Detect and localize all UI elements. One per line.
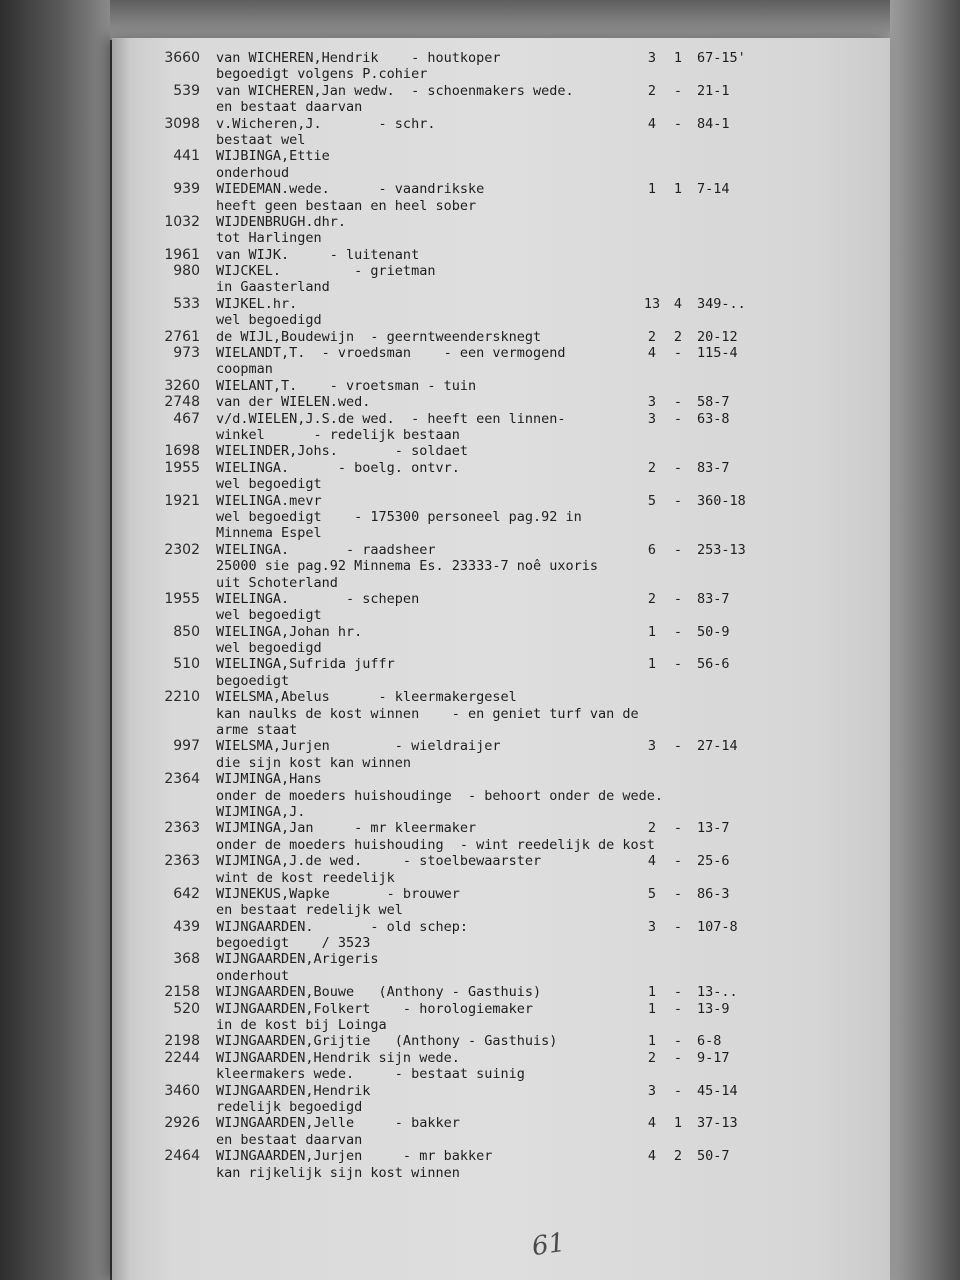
entry-c3: 27-14 bbox=[697, 738, 738, 755]
entry-number: 973 bbox=[173, 345, 200, 362]
ledger-entry bbox=[112, 378, 890, 394]
entry-line bbox=[112, 99, 890, 115]
entry-remark: kleermakers wede. - bestaat suinig bbox=[216, 1066, 525, 1083]
entry-line bbox=[112, 1115, 890, 1131]
entry-c3: 13-9 bbox=[697, 1000, 730, 1017]
entry-line bbox=[112, 263, 890, 279]
ledger-entry bbox=[112, 443, 890, 459]
entry-line bbox=[112, 1001, 890, 1017]
entry-line bbox=[112, 542, 890, 558]
entry-name: WIJKEL.hr. bbox=[216, 295, 298, 312]
entry-line bbox=[112, 329, 890, 345]
entry-c3: 107-8 bbox=[697, 918, 738, 935]
entry-c2: 4 bbox=[673, 295, 683, 312]
entry-line bbox=[112, 558, 890, 574]
entry-c2: - bbox=[673, 541, 683, 558]
entry-line bbox=[112, 738, 890, 754]
ledger-entry bbox=[112, 1083, 890, 1116]
entry-number: 3660 bbox=[164, 50, 200, 66]
entry-c2: - bbox=[673, 1000, 683, 1017]
entry-remark: kan naulks de kost winnen - en geniet turf van de bbox=[216, 705, 639, 722]
entry-line bbox=[112, 1148, 890, 1164]
entry-c3: 25-6 bbox=[697, 853, 730, 870]
entry-c2: - bbox=[673, 738, 683, 755]
entry-c1: 4 bbox=[647, 115, 657, 132]
entry-line bbox=[112, 820, 890, 836]
entry-number: 441 bbox=[173, 148, 200, 165]
entry-c2: - bbox=[673, 82, 683, 99]
entry-line bbox=[112, 132, 890, 148]
entry-number: 1961 bbox=[164, 246, 200, 263]
entry-name: WIELINGA. - boelg. ontvr. bbox=[216, 459, 460, 476]
entry-number: 2926 bbox=[164, 1115, 200, 1132]
entry-number: 1955 bbox=[164, 459, 200, 476]
entry-number: 2302 bbox=[164, 541, 200, 558]
entry-c2: 1 bbox=[673, 181, 683, 198]
entry-remark: begoedigt volgens P.cohier bbox=[216, 66, 428, 83]
entry-number: 467 bbox=[173, 410, 200, 427]
entry-name: WIJNGAARDEN,Arigeris bbox=[216, 951, 379, 968]
entry-name: WIJNGAARDEN. - old schep: bbox=[216, 918, 468, 935]
ledger-entry bbox=[112, 820, 890, 853]
ledger-entry bbox=[112, 411, 890, 444]
entry-c2: - bbox=[673, 918, 683, 935]
entry-name: WIJMINGA,J.de wed. - stoelbewaarster bbox=[216, 853, 542, 870]
entry-number: 939 bbox=[173, 181, 200, 198]
entry-c1: 4 bbox=[647, 1115, 657, 1132]
entry-c3: 115-4 bbox=[697, 345, 738, 362]
entry-c3: 83-7 bbox=[697, 590, 730, 607]
entry-name: WIJDENBRUGH.dhr. bbox=[216, 213, 347, 230]
entry-c2: - bbox=[673, 623, 683, 640]
entry-number: 2761 bbox=[164, 328, 200, 345]
entry-line bbox=[112, 214, 890, 230]
entry-c1: 1 bbox=[647, 1000, 657, 1017]
entry-remark: kan rijkelijk sijn kost winnen bbox=[216, 1164, 460, 1181]
entry-remark: Minnema Espel bbox=[216, 525, 322, 542]
entry-line bbox=[112, 1165, 890, 1181]
entry-name: WIEDEMAN.wede. - vaandrikske bbox=[216, 181, 485, 198]
entry-line bbox=[112, 673, 890, 689]
entry-c1: 3 bbox=[647, 50, 657, 66]
background-left bbox=[0, 0, 110, 1280]
entry-c2: - bbox=[673, 984, 683, 1001]
entry-c2: - bbox=[673, 656, 683, 673]
entry-c3: 9-17 bbox=[697, 1049, 730, 1066]
entry-line bbox=[112, 247, 890, 263]
entry-c3: 56-6 bbox=[697, 656, 730, 673]
entry-line bbox=[112, 968, 890, 984]
entry-number: 2210 bbox=[164, 689, 200, 706]
entry-line bbox=[112, 755, 890, 771]
entry-line bbox=[112, 935, 890, 951]
ledger-entry bbox=[112, 886, 890, 919]
entry-c2: 2 bbox=[673, 1148, 683, 1165]
entry-line bbox=[112, 312, 890, 328]
entry-name: WIELINGA. - schepen bbox=[216, 590, 420, 607]
entry-line bbox=[112, 984, 890, 1000]
entry-c3: 86-3 bbox=[697, 885, 730, 902]
entry-name: WIJNGAARDEN,Jelle - bakker bbox=[216, 1115, 460, 1132]
entry-c2: - bbox=[673, 459, 683, 476]
entry-line bbox=[112, 427, 890, 443]
entry-line bbox=[112, 722, 890, 738]
entry-line bbox=[112, 804, 890, 820]
ledger-entry bbox=[112, 247, 890, 263]
ledger-entry bbox=[112, 624, 890, 657]
entry-name: WIJNEKUS,Wapke - brouwer bbox=[216, 885, 460, 902]
entry-c2: - bbox=[673, 115, 683, 132]
ledger-entry bbox=[112, 116, 890, 149]
entry-c2: - bbox=[673, 410, 683, 427]
ledger-entry bbox=[112, 263, 890, 296]
entry-remark: bestaat wel bbox=[216, 131, 306, 148]
ledger-entry bbox=[112, 591, 890, 624]
entry-c1: 4 bbox=[647, 1148, 657, 1165]
ledger-entry bbox=[112, 50, 890, 83]
entry-name: WIELSMA,Abelus - kleermakergesel bbox=[216, 689, 517, 706]
entry-name: WIJNGAARDEN,Bouwe (Anthony - Gasthuis) bbox=[216, 984, 542, 1001]
ledger-entry bbox=[112, 656, 890, 689]
entry-c2: - bbox=[673, 820, 683, 837]
ledger-entry bbox=[112, 394, 890, 410]
ledger-entry bbox=[112, 181, 890, 214]
entry-number: 510 bbox=[173, 656, 200, 673]
ledger-entry bbox=[112, 738, 890, 771]
entry-line bbox=[112, 165, 890, 181]
entry-c1: 2 bbox=[647, 459, 657, 476]
entry-remark: in Gaasterland bbox=[216, 279, 330, 296]
entry-c3: 45-14 bbox=[697, 1082, 738, 1099]
entry-remark: tot Harlingen bbox=[216, 230, 322, 247]
entry-c1: 2 bbox=[647, 82, 657, 99]
entry-number: 2364 bbox=[164, 771, 200, 788]
entry-c3: 349-.. bbox=[697, 295, 746, 312]
entry-c2: - bbox=[673, 492, 683, 509]
entry-line bbox=[112, 83, 890, 99]
entry-c3: 21-1 bbox=[697, 82, 730, 99]
ledger-entry bbox=[112, 1033, 890, 1049]
entry-number: 2244 bbox=[164, 1049, 200, 1066]
entry-remark: winkel - redelijk bestaan bbox=[216, 426, 460, 443]
entry-c2: - bbox=[673, 1033, 683, 1050]
entry-c3: 360-18 bbox=[697, 492, 746, 509]
entry-number: 997 bbox=[173, 738, 200, 755]
entry-line bbox=[112, 181, 890, 197]
entry-c3: 253-13 bbox=[697, 541, 746, 558]
entry-remark: onder de moeders huishouding - wint reedelijk de kost bbox=[216, 836, 655, 853]
entry-name: WIELINGA,Sufrida juffr bbox=[216, 656, 395, 673]
entry-number: 520 bbox=[173, 1000, 200, 1017]
background-top bbox=[0, 0, 960, 40]
entry-remark: begoedigt / 3523 bbox=[216, 935, 371, 952]
entry-line bbox=[112, 50, 890, 66]
entry-line bbox=[112, 706, 890, 722]
entry-name: WIELINGA.mevr bbox=[216, 492, 322, 509]
entry-name: WIELINGA,Johan hr. bbox=[216, 623, 363, 640]
entry-number: 439 bbox=[173, 918, 200, 935]
entry-remark: heeft geen bestaan en heel sober bbox=[216, 197, 477, 214]
ledger-entry bbox=[112, 148, 890, 181]
entry-line bbox=[112, 296, 890, 312]
entry-c2: - bbox=[673, 853, 683, 870]
entry-line bbox=[112, 591, 890, 607]
entry-name: WIJNGAARDEN,Hendrik bbox=[216, 1082, 371, 1099]
ledger-entry bbox=[112, 345, 890, 378]
entry-line bbox=[112, 771, 890, 787]
entry-remark: wel begoedigt - 175300 personeel pag.92 in bbox=[216, 508, 582, 525]
entry-c2: - bbox=[673, 590, 683, 607]
entry-name: v/d.WIELEN,J.S.de wed. - heeft een linnen- bbox=[216, 410, 566, 427]
entry-line bbox=[112, 66, 890, 82]
entry-c3: 6-8 bbox=[697, 1033, 722, 1050]
entry-remark: wel begoedigt bbox=[216, 607, 322, 624]
page-number-handwritten: 61 bbox=[530, 1227, 568, 1263]
entry-c1: 4 bbox=[647, 853, 657, 870]
entry-remark: WIJMINGA,J. bbox=[216, 803, 306, 820]
ledger-entry bbox=[112, 919, 890, 952]
entry-line bbox=[112, 509, 890, 525]
entry-number: 3260 bbox=[164, 377, 200, 394]
entry-c1: 2 bbox=[647, 590, 657, 607]
entry-line bbox=[112, 230, 890, 246]
entry-line bbox=[112, 1066, 890, 1082]
ledger-entry bbox=[112, 460, 890, 493]
entry-line bbox=[112, 411, 890, 427]
background-right bbox=[890, 0, 960, 1280]
entry-c1: 5 bbox=[647, 885, 657, 902]
entry-line bbox=[112, 1033, 890, 1049]
entry-line bbox=[112, 788, 890, 804]
entry-number: 2158 bbox=[164, 984, 200, 1001]
entry-line bbox=[112, 575, 890, 591]
entry-c3: 7-14 bbox=[697, 181, 730, 198]
entry-name: WIELSMA,Jurjen - wieldraijer bbox=[216, 738, 501, 755]
entry-c2: - bbox=[673, 345, 683, 362]
entry-remark: uit Schoterland bbox=[216, 574, 338, 591]
entry-line bbox=[112, 853, 890, 869]
ledger-entry bbox=[112, 1115, 890, 1148]
entry-number: 539 bbox=[173, 82, 200, 99]
ledger-entry bbox=[112, 493, 890, 542]
entry-remark: redelijk begoedigd bbox=[216, 1099, 363, 1115]
entry-remark: onderhout bbox=[216, 967, 290, 984]
entry-remark: en bestaat daarvan bbox=[216, 99, 363, 116]
entry-name: WIJNGAARDEN,Grijtie (Anthony - Gasthuis) bbox=[216, 1033, 558, 1050]
entry-c3: 58-7 bbox=[697, 394, 730, 411]
entry-name: WIELINGA. - raadsheer bbox=[216, 541, 436, 558]
entry-c3: 37-13 bbox=[697, 1115, 738, 1132]
entry-remark: onder de moeders huishoudinge - behoort onder de wede. bbox=[216, 787, 664, 804]
entry-remark: coopman bbox=[216, 361, 273, 378]
entry-name: van der WIELEN.wed. bbox=[216, 394, 371, 411]
entry-c3: 67-15' bbox=[697, 50, 746, 66]
entry-number: 2748 bbox=[164, 394, 200, 411]
entry-line bbox=[112, 148, 890, 164]
ledger-entry bbox=[112, 542, 890, 591]
entry-line bbox=[112, 919, 890, 935]
entry-c2: - bbox=[673, 885, 683, 902]
ledger-entry bbox=[112, 951, 890, 984]
entry-line bbox=[112, 886, 890, 902]
entry-c1: 1 bbox=[647, 623, 657, 640]
entry-c2: - bbox=[673, 1082, 683, 1099]
entry-line bbox=[112, 394, 890, 410]
entry-line bbox=[112, 1099, 890, 1115]
entry-remark: wint de kost reedelijk bbox=[216, 869, 395, 886]
entry-remark: 25000 sie pag.92 Minnema Es. 23333-7 noê uxoris bbox=[216, 558, 599, 575]
entry-name: WIELANT,T. - vroetsman - tuin bbox=[216, 377, 477, 394]
entry-c1: 1 bbox=[647, 181, 657, 198]
entry-line bbox=[112, 460, 890, 476]
entry-name: WIJNGAARDEN,Jurjen - mr bakker bbox=[216, 1148, 493, 1165]
ledger-entry bbox=[112, 83, 890, 116]
entry-line bbox=[112, 1050, 890, 1066]
entry-remark: begoedigt bbox=[216, 672, 290, 689]
ledger-entry bbox=[112, 1001, 890, 1034]
entry-remark: en bestaat redelijk wel bbox=[216, 902, 403, 919]
entry-c3: 63-8 bbox=[697, 410, 730, 427]
entry-number: 642 bbox=[173, 885, 200, 902]
entry-c3: 13-7 bbox=[697, 820, 730, 837]
ledger-entry bbox=[112, 1050, 890, 1083]
entry-line bbox=[112, 1132, 890, 1148]
entry-line bbox=[112, 493, 890, 509]
entry-line bbox=[112, 116, 890, 132]
entry-name: de WIJL,Boudewijn - geerntweendersknegt bbox=[216, 328, 542, 345]
entry-number: 1921 bbox=[164, 492, 200, 509]
entry-line bbox=[112, 198, 890, 214]
entry-remark: wel begoedigd bbox=[216, 312, 322, 329]
entry-number: 980 bbox=[173, 263, 200, 280]
entry-remark: wel begoedigd bbox=[216, 640, 322, 657]
entry-c2: 1 bbox=[673, 1115, 683, 1132]
entry-line bbox=[112, 902, 890, 918]
entry-line bbox=[112, 525, 890, 541]
entry-line bbox=[112, 378, 890, 394]
entry-c3: 20-12 bbox=[697, 328, 738, 345]
entry-c1: 3 bbox=[647, 394, 657, 411]
entry-line bbox=[112, 951, 890, 967]
entry-c1: 1 bbox=[647, 984, 657, 1001]
entry-c1: 5 bbox=[647, 492, 657, 509]
entry-line bbox=[112, 689, 890, 705]
entry-c1: 1 bbox=[647, 656, 657, 673]
entry-number: 2198 bbox=[164, 1033, 200, 1050]
entry-name: v.Wicheren,J. - schr. bbox=[216, 115, 436, 132]
entry-c1: 3 bbox=[647, 738, 657, 755]
entry-number: 3460 bbox=[164, 1082, 200, 1099]
entry-c1: 3 bbox=[647, 410, 657, 427]
entry-name: WIJMINGA,Jan - mr kleermaker bbox=[216, 820, 477, 837]
entry-name: WIJCKEL. - grietman bbox=[216, 263, 436, 280]
entry-number: 533 bbox=[173, 295, 200, 312]
entry-number: 3098 bbox=[164, 115, 200, 132]
entry-c3: 83-7 bbox=[697, 459, 730, 476]
ledger-entry bbox=[112, 214, 890, 247]
ledger-entry bbox=[112, 1148, 890, 1181]
entry-name: WIJBINGA,Ettie bbox=[216, 148, 330, 165]
entry-line bbox=[112, 870, 890, 886]
ledger-entry bbox=[112, 329, 890, 345]
entry-number: 2363 bbox=[164, 820, 200, 837]
entry-line bbox=[112, 1083, 890, 1099]
ledger-entry bbox=[112, 853, 890, 886]
entry-c1: 13 bbox=[643, 295, 661, 312]
ledger-entry bbox=[112, 296, 890, 329]
entry-remark: wel begoedigt bbox=[216, 476, 322, 493]
entry-c1: 2 bbox=[647, 820, 657, 837]
entry-name: van WIJK. - luitenant bbox=[216, 246, 420, 263]
entry-name: van WICHEREN,Jan wedw. - schoenmakers wede. bbox=[216, 82, 574, 99]
ledger-list bbox=[112, 50, 890, 1181]
entry-line bbox=[112, 607, 890, 623]
ledger-entry bbox=[112, 984, 890, 1000]
entry-line bbox=[112, 837, 890, 853]
ledger-page bbox=[112, 38, 890, 1280]
entry-name: WIJMINGA,Hans bbox=[216, 771, 322, 788]
entry-line bbox=[112, 476, 890, 492]
entry-line bbox=[112, 640, 890, 656]
entry-name: WIELANDT,T. - vroedsman - een vermogend bbox=[216, 345, 566, 362]
entry-c1: 6 bbox=[647, 541, 657, 558]
entry-name: WIJNGAARDEN,Folkert - horologiemaker bbox=[216, 1000, 533, 1017]
ledger-entry bbox=[112, 771, 890, 820]
entry-remark: en bestaat daarvan bbox=[216, 1131, 363, 1148]
entry-line bbox=[112, 279, 890, 295]
entry-number: 368 bbox=[173, 951, 200, 968]
entry-name: van WICHEREN,Hendrik - houtkoper bbox=[216, 50, 501, 66]
entry-c2: - bbox=[673, 1049, 683, 1066]
entry-c3: 84-1 bbox=[697, 115, 730, 132]
entry-remark: in de kost bij Loinga bbox=[216, 1017, 387, 1034]
entry-remark: die sijn kost kan winnen bbox=[216, 754, 412, 771]
entry-line bbox=[112, 1017, 890, 1033]
entry-c1: 3 bbox=[647, 1082, 657, 1099]
entry-line bbox=[112, 656, 890, 672]
entry-line bbox=[112, 443, 890, 459]
entry-number: 1032 bbox=[164, 213, 200, 230]
entry-c2: - bbox=[673, 394, 683, 411]
entry-line bbox=[112, 345, 890, 361]
entry-c2: 1 bbox=[673, 50, 683, 66]
entry-line bbox=[112, 624, 890, 640]
entry-line bbox=[112, 361, 890, 377]
entry-c3: 13-.. bbox=[697, 984, 738, 1001]
entry-c3: 50-9 bbox=[697, 623, 730, 640]
entry-c2: 2 bbox=[673, 328, 683, 345]
entry-remark: arme staat bbox=[216, 722, 298, 739]
entry-name: WIELINDER,Johs. - soldaet bbox=[216, 443, 468, 460]
entry-c1: 2 bbox=[647, 1049, 657, 1066]
entry-c3: 50-7 bbox=[697, 1148, 730, 1165]
entry-number: 2363 bbox=[164, 853, 200, 870]
entry-number: 850 bbox=[173, 623, 200, 640]
ledger-entry bbox=[112, 689, 890, 738]
entry-number: 2464 bbox=[164, 1148, 200, 1165]
entry-number: 1955 bbox=[164, 590, 200, 607]
entry-c1: 1 bbox=[647, 1033, 657, 1050]
entry-c1: 4 bbox=[647, 345, 657, 362]
entry-name: WIJNGAARDEN,Hendrik sijn wede. bbox=[216, 1049, 460, 1066]
entry-c1: 3 bbox=[647, 918, 657, 935]
entry-remark: onderhoud bbox=[216, 164, 290, 181]
entry-c1: 2 bbox=[647, 328, 657, 345]
entry-number: 1698 bbox=[164, 443, 200, 460]
